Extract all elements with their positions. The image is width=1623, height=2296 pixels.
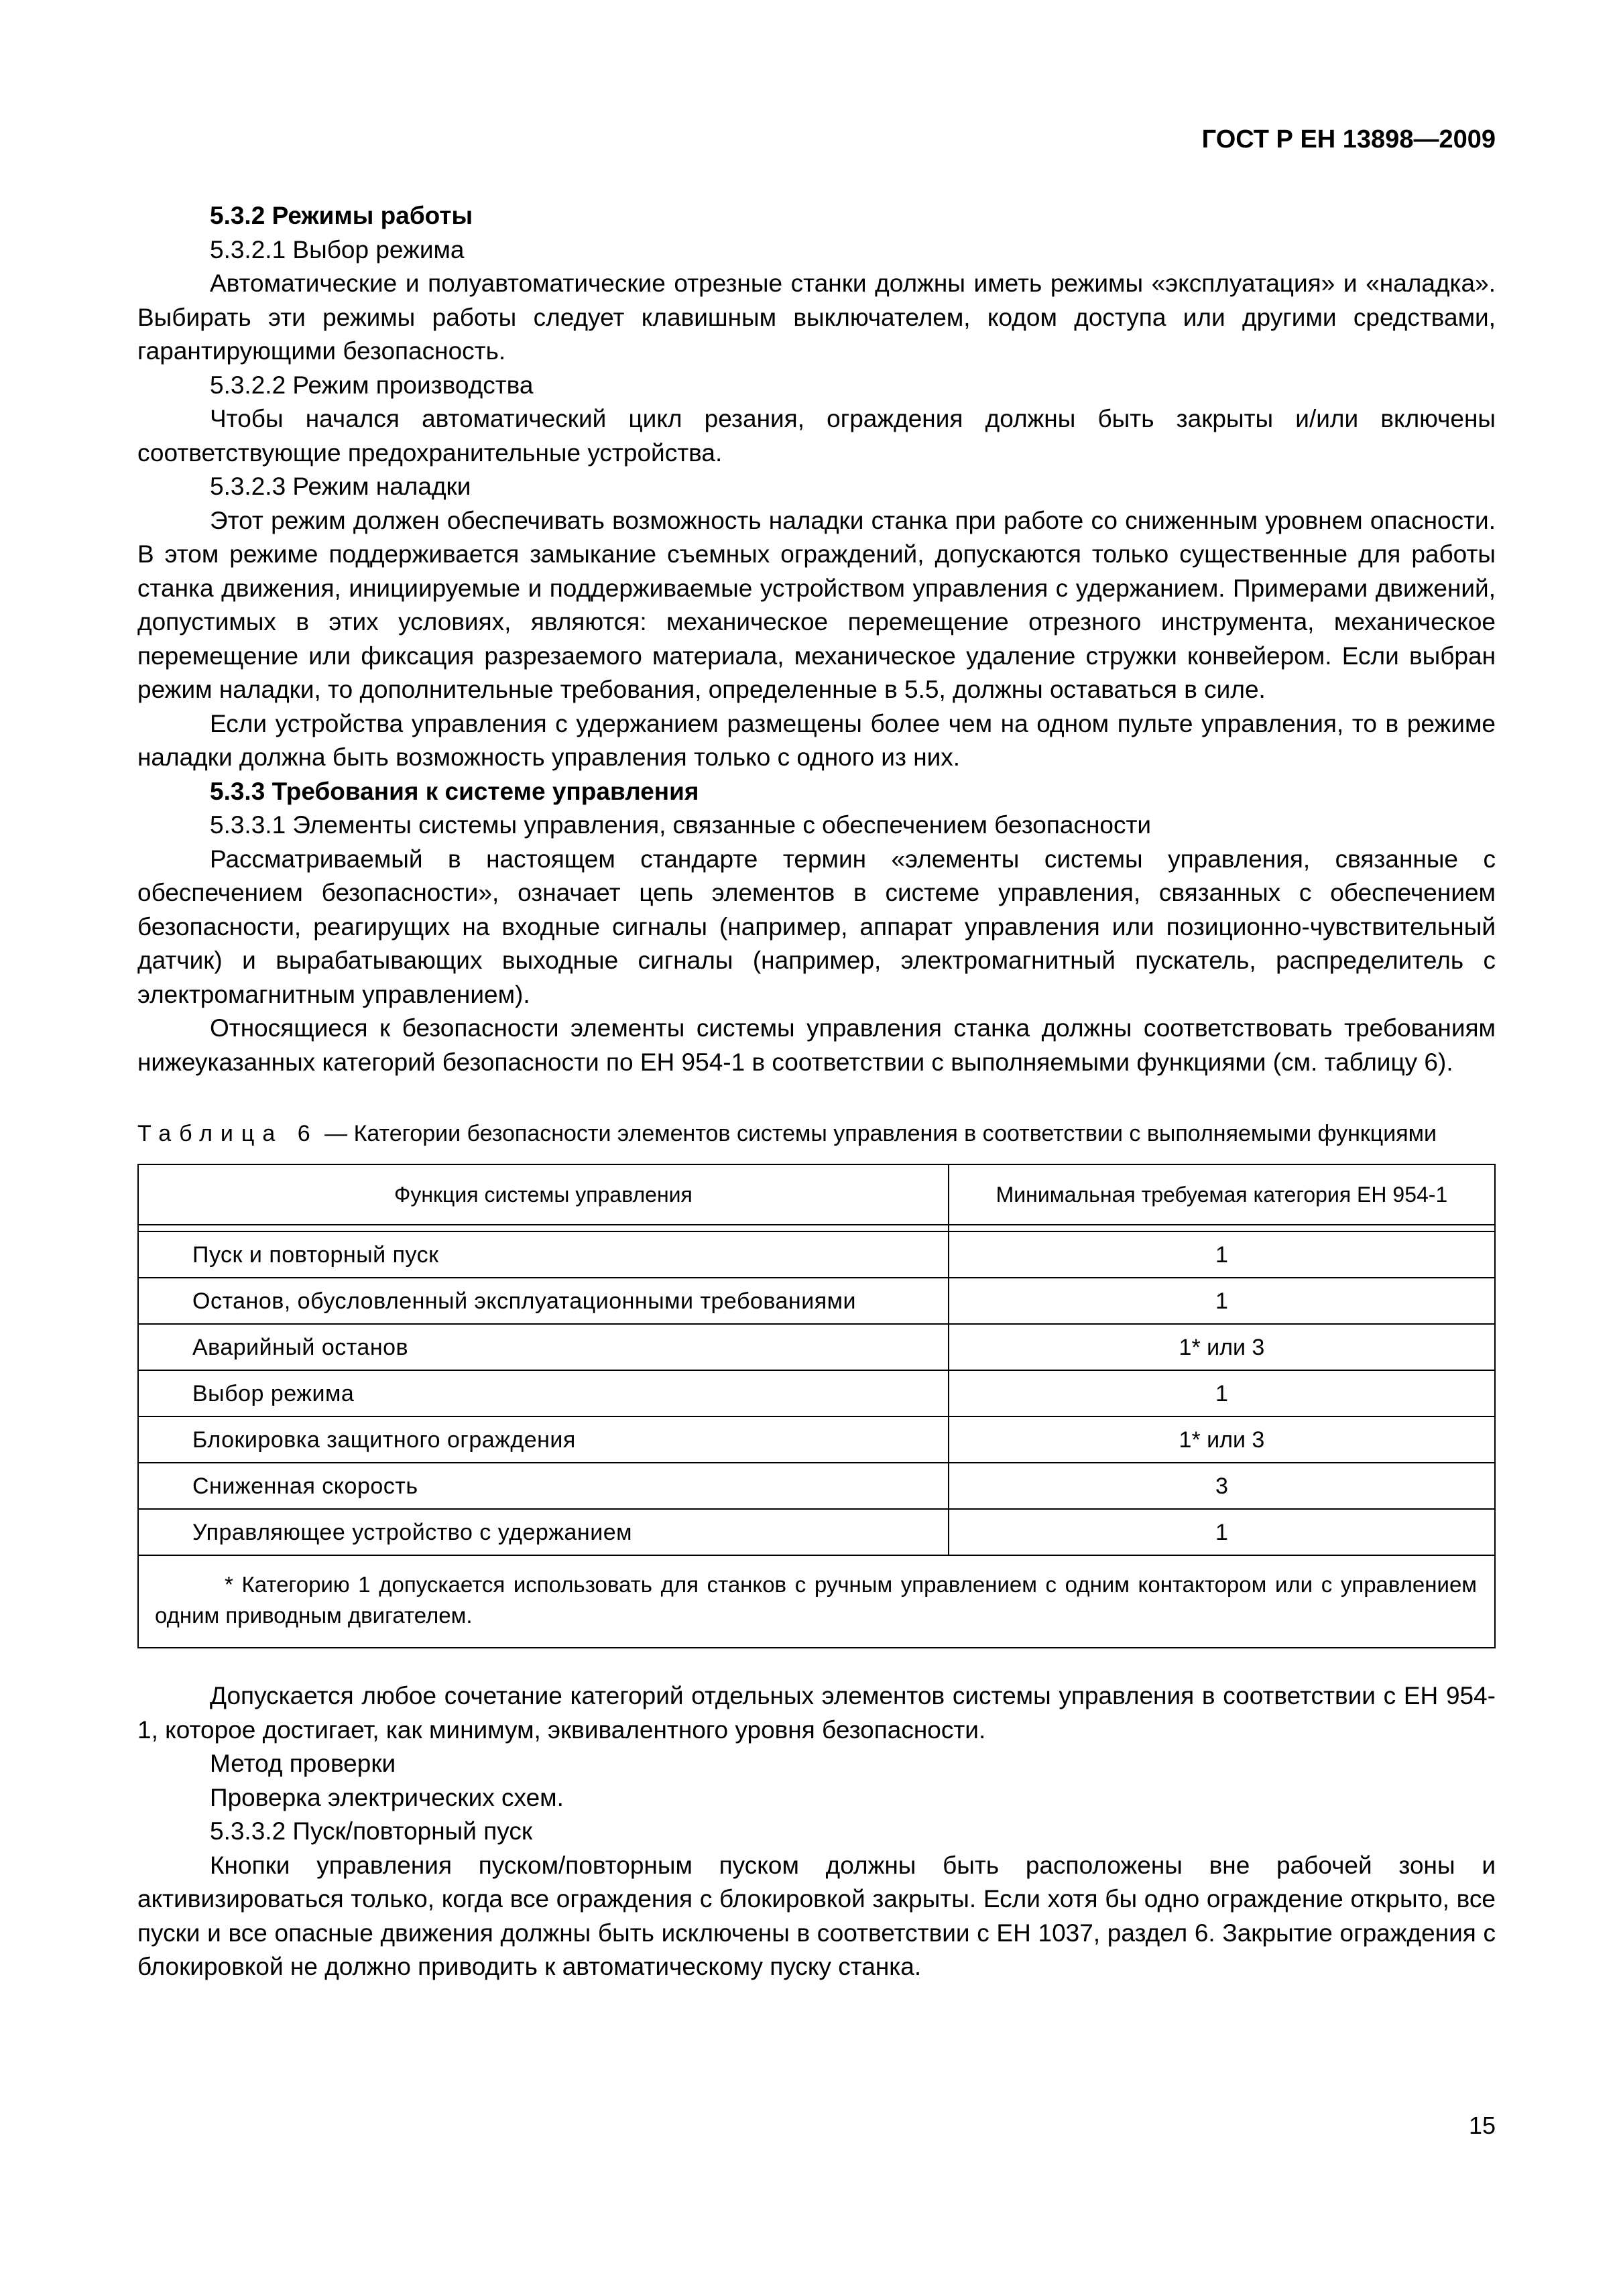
safety-category-table [137,1164,1496,1648]
category-cell: 1 [949,1370,1495,1416]
subsection-5-3-3-2: 5.3.3.2 Пуск/повторный пуск [210,1817,532,1845]
paragraph: Автоматические и полуавтоматические отрезные станки должны иметь режимы «эксплуатация» и «наладка». Выбирать эти режимы работы следует клавишным выключателем, кодом доступа или другими средствами, гарантирующими безопасность. [137,269,1496,365]
function-cell: Выбор режима [138,1370,949,1416]
paragraph: Если устройства управления с удержанием размещены более чем на одном пульте управления, то в режиме наладки должна быть возможность управления только с одного из них. [137,709,1496,771]
category-cell: 1* или 3 [949,1324,1495,1370]
page-number: 15 [1468,2112,1496,2139]
subsection-5-3-3-1: 5.3.3.1 Элементы системы управления, связанные с обеспечением безопасности [210,811,1152,839]
table-row [138,1370,1495,1416]
function-cell: Аварийный останов [138,1324,949,1370]
table-row [138,1324,1495,1370]
category-cell: 1* или 3 [949,1416,1495,1463]
category-cell: 1 [949,1278,1495,1324]
function-cell: Управляющее устройство с удержанием [138,1509,949,1555]
method-text: Проверка электрических схем. [210,1783,564,1811]
table-row [138,1463,1495,1509]
subsection-5-3-2-2: 5.3.2.2 Режим производства [210,371,534,399]
table-row [138,1416,1495,1463]
category-cell: 1 [949,1231,1495,1278]
paragraph: Чтобы начался автоматический цикл резания, ограждения должны быть закрыты и/или включены соответствующие предохранительные устройства. [137,405,1496,467]
category-cell: 3 [949,1463,1495,1509]
function-cell: Блокировка защитного ограждения [138,1416,949,1463]
paragraph: Рассматриваемый в настоящем стандарте термин «элементы системы управления, связанные с обеспечением безопасности», означает цепь элементов в системе управления, связанных с обеспечением безопасности, реагирущих на входные сигналы (например, аппарат управления или позиционно-чувствительный датчик) и вырабатывающих выходные сигналы (например, электромагнитный пускатель, распределитель с электромагнитным управлением). [137,845,1496,1008]
footnote-text: * Категорию 1 допускается использовать для станков с ручным управлением с одним контактором или с управлением одним приводным двигателем. [155,1572,1477,1628]
column-header-function: Функция системы управления [138,1164,949,1225]
table-spacer-row [138,1225,1495,1231]
table-caption-text: — Категории безопасности элементов системы управления в соответствии с выполняемыми функциями [318,1121,1437,1146]
paragraph: Этот режим должен обеспечивать возможность наладки станка при работе со сниженным уровнем опасности. В этом режиме поддерживается замыкание съемных ограждений, допускаются только существенные для работы станка движения, инициируемые и поддерживаемые устройством управления с удержанием. Примерами движений, допустимых в этих условиях, являются: механическое перемещение отрезного инструмента, механическое перемещение или фиксация разрезаемого материала, механическое удаление стружки конвейером. Если выбран режим наладки, то дополнительные требования, определенные в 5.5, должны оставаться в силе. [137,506,1496,703]
table-row [138,1278,1495,1324]
table-caption-number: Таблица 6 [137,1121,318,1146]
spacer-cell [138,1225,949,1231]
spacer-cell [949,1225,1495,1231]
table-row [138,1231,1495,1278]
post-table-content [137,1679,1496,1984]
section-heading-5-3-2: 5.3.2 Режимы работы [210,202,473,229]
paragraph: Допускается любое сочетание категорий отдельных элементов системы управления в соответствии с ЕН 954-1, которое достигает, как минимум, эквивалентного уровня безопасности. [137,1682,1496,1744]
page-content [137,199,1496,1984]
category-cell: 1 [949,1509,1495,1555]
table-footnote-row [138,1555,1495,1648]
subsection-5-3-2-3: 5.3.2.3 Режим наладки [210,473,471,500]
section-heading-5-3-3: 5.3.3 Требования к системе управления [210,777,699,805]
table-caption [137,1118,1496,1149]
function-cell: Сниженная скорость [138,1463,949,1509]
subsection-5-3-2-1: 5.3.2.1 Выбор режима [210,235,465,263]
function-cell: Пуск и повторный пуск [138,1231,949,1278]
table-header-row [138,1164,1495,1225]
document-code: ГОСТ Р ЕН 13898—2009 [1201,125,1496,154]
paragraph: Относящиеся к безопасности элементы системы управления станка должны соответствовать требованиям нижеуказанных категорий безопасности по ЕН 954-1 в соответствии с выполняемыми функциями (см. таблицу 6). [137,1014,1496,1076]
function-cell: Останов, обусловленный эксплуатационными требованиями [138,1278,949,1324]
column-header-category: Минимальная требуемая категория ЕН 954-1 [949,1164,1495,1225]
method-heading: Метод проверки [210,1750,396,1777]
table-footnote [138,1555,1495,1648]
paragraph: Кнопки управления пуском/повторным пуском должны быть расположены вне рабочей зоны и активизироваться только, когда все ограждения с блокировкой закрыты. Если хотя бы одно ограждение открыто, все пуски и все опасные движения должны быть исключены в соответствии с ЕН 1037, раздел 6. Закрытие ограждения с блокировкой не должно приводить к автоматическому пуску станка. [137,1851,1496,1980]
table-row [138,1509,1495,1555]
